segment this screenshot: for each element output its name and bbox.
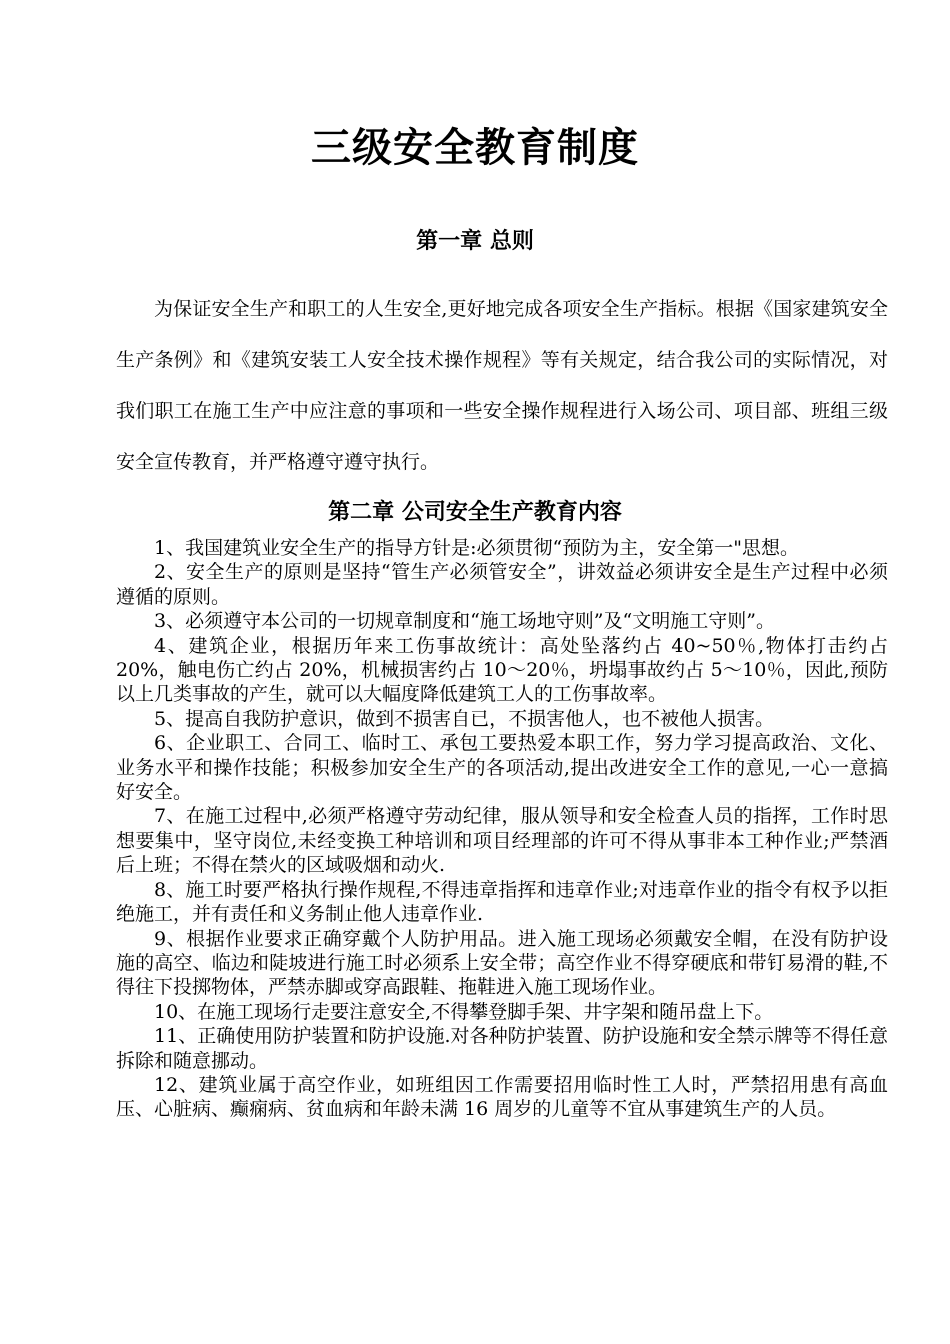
chapter-2-heading: 第二章 公司安全生产教育内容: [328, 499, 622, 525]
document-title: 三级安全教育制度: [311, 124, 639, 171]
list-item: 5、提高自我防护意识，做到不损害自已，不损害他人，也不被他人损害。: [154, 707, 775, 730]
list-item: 1、我国建筑业安全生产的指导方针是:必须贯彻“预防为主，安全第一"思想。: [154, 537, 799, 559]
list-item: 11、正确使用防护装置和防护设施.对各种防护装置、防护设施和安全禁示牌等不得任意拆除和随意挪动。: [116, 1025, 888, 1072]
chapter-1-intro-paragraph: 为保证安全生产和职工的人生安全,更好地完成各项安全生产指标。根据《国家建筑安全生产条例》和《建筑安装工人安全技术操作规程》等有关规定，结合我公司的实际情况，对我们职工在施工生产中应注意的事项和一些安全操作规程进行入场公司、项目部、班组三级安全宣传教育，并严格遵守遵守执行。: [116, 298, 888, 473]
list-item: 3、必须遵守本公司的一切规章制度和“施工场地守则”及“文明施工守则”。: [154, 610, 775, 633]
list-item: 2、安全生产的原则是坚持“管生产必须管安全”，讲效益必须讲安全是生产过程中必须遵循的原则。: [116, 561, 888, 608]
list-item: 9、根据作业要求正确穿戴个人防护用品。进入施工现场必须戴安全帽，在没有防护设施的高空、临边和陡坡进行施工时必须系上安全带；高空作业不得穿硬底和带钉易滑的鞋,不得往下投掷物体，严禁赤脚或穿高跟鞋、拖鞋进入施工现场作业。: [116, 927, 888, 999]
list-item: 10、在施工现场行走要注意安全,不得攀登脚手架、井字架和随吊盘上下。: [154, 1000, 774, 1023]
list-item: 4、建筑企业，根据历年来工伤事故统计：高处坠落约占 40~50％,物体打击约占 20%，触电伤亡约占 20%，机械损害约占 10～20％，坍塌事故约占 5～10％，因此,预防以上几类事故的产生，就可以大幅度降低建筑工人的工伤事故率。: [116, 634, 888, 706]
chapter-2-item-list: [116, 536, 888, 1122]
list-item: 12、建筑业属于高空作业，如班组因工作需要招用临时性工人时，严禁招用患有高血压、心脏病、癫痫病、贫血病和年龄未满 16 周岁的儿童等不宜从事建筑生产的人员。: [116, 1073, 888, 1121]
list-item: 6、企业职工、合同工、临时工、承包工要热爱本职工作，努力学习提高政治、文化、业务水平和操作技能；积极参加安全生产的各项活动,提出改进安全工作的意见,一心一意搞好安全。: [116, 732, 888, 804]
list-item: 8、施工时要严格执行操作规程,不得违章指挥和违章作业;对违章作业的指令有权予以拒绝施工，并有责任和义务制止他人违章作业.: [116, 878, 888, 926]
list-item: 7、在施工过程中,必须严格遵守劳动纪律，服从领导和安全检查人员的指挥，工作时思想要集中，坚守岗位,未经变换工种培训和项目经理部的许可不得从事非本工种作业;严禁酒后上班；不得在禁火的区域吸烟和动火.: [116, 805, 888, 877]
chapter-1-heading: 第一章 总则: [416, 228, 534, 254]
